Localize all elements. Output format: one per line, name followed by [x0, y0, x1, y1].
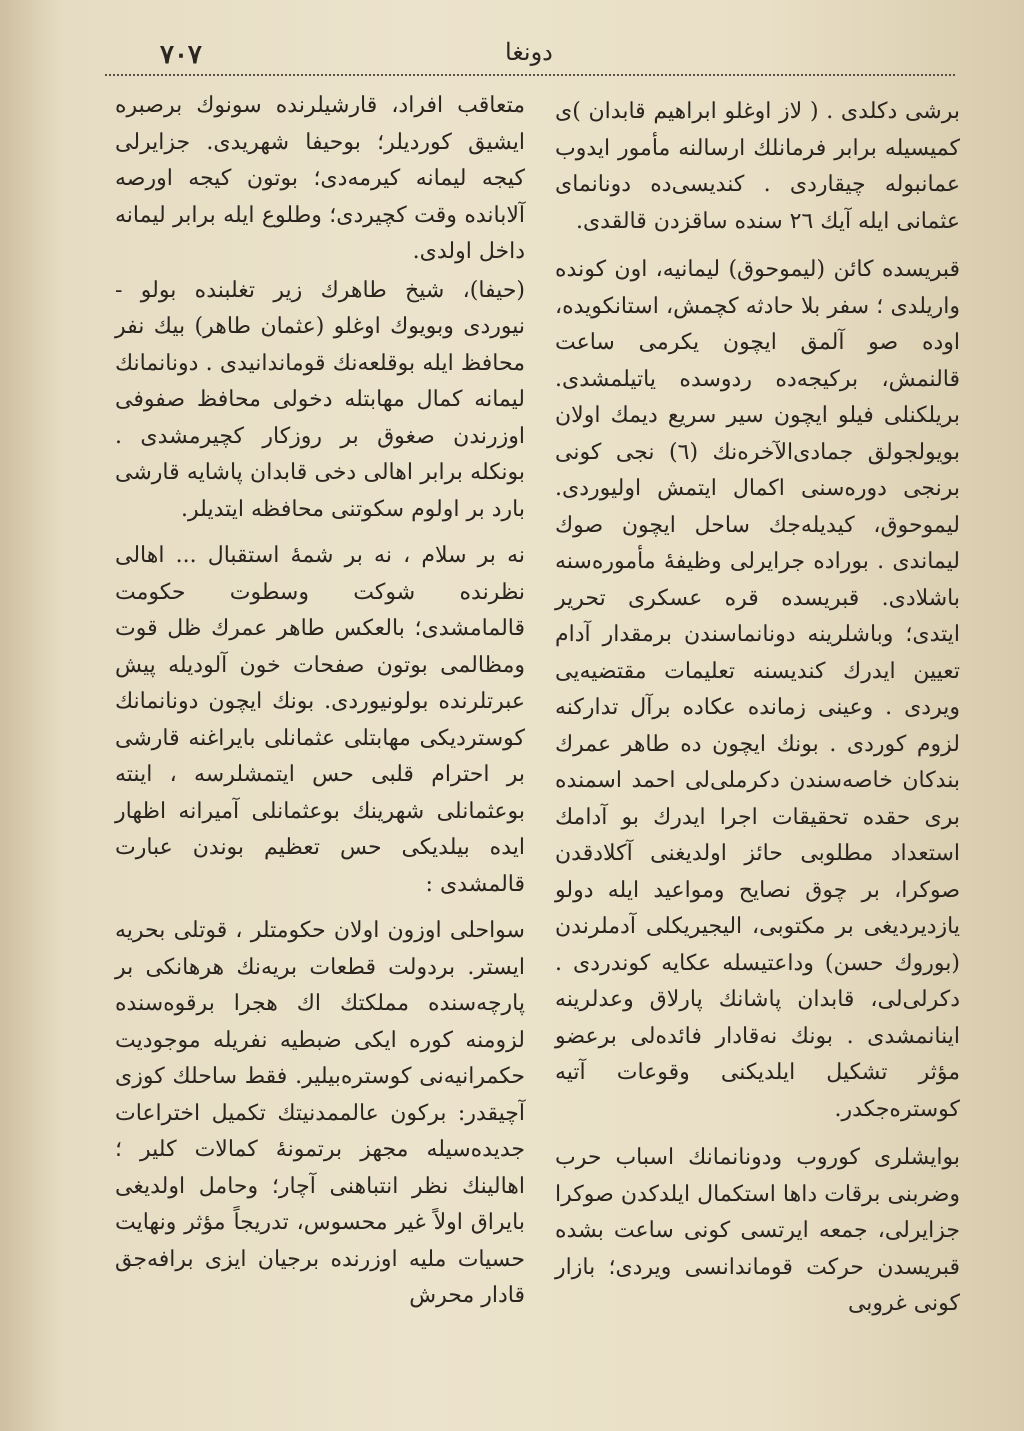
page-number: ٧٠٧	[160, 40, 202, 70]
right-text-column	[555, 88, 960, 1323]
running-title: دونغا	[505, 38, 553, 66]
page-header	[100, 38, 960, 74]
paragraph: سواحلی اوزون اولان حکومتلر ، قوتلی بحریه ایستر. بردولت قطعات بریه‌نك هرهانکی بر پارچه‌سنده مملکتك اك هجرا برقوه‌سنده لزومنه کوره ایکی ضبطیه نفریله موجودیت حکمرانیه‌نی کوستره‌بیلیر. فقط ساحلك کوزی آچیقدر: برکون عالممدنیتك تکمیل اختراعات جدیده‌سیله مجهز برتمونهٔ کمالات کلیر ؛ اهالینك نظر انتباهنی آچار؛ وحامل اولدیغی بایراق اولاً غیر محسوس، تدریجاً مؤثر ونهایت حسیات ملیه اوزرنده برجیان ایزی برافه‌جق قادار محرش	[115, 918, 525, 1308]
paragraph: بوایشلری کوروب ودونانمانك اسباب حرب وضربنی برقات داها استکمال ایلدکدن صوکرا جزایرلی، جمعه ایرتسی کونی ساعت بشده قبریسدن حرکت قوماندانسی ویردی؛ بازار کونی غروبی	[555, 1145, 960, 1316]
paragraph: قبریسده کائن (لیموحوق) لیمانیه، اون کونده واریلدی ؛ سفر بلا حادثه کچمش، استانکویده، اوده صو آلمق ایچون یکرمی ساعت قالنمش، برکیجه‌ده ردوسده یاتیلمشدی. بریلکنلی فیلو ایچون سیر سریع دیمك اولان بویولجولق جمادی‌الآخره‌نك (٦) نجی کونی برنجی دوره‌سنی اکمال ایتمش اولیوردی. لیموحوق، کیدیله‌جك ساحل ایچون صوك لیماندی . بوراده جرایرلی وظیفهٔ مأموره‌سنه باشلادی. قبریسده قره عسکری تحریر ایتدی؛ وباشلرینه دونانماسندن برمقدار آدام تعیین ایدرك کندیسنه تعلیمات مقتضیه‌یی ویردی . وعینی زمانده عکاده برآل تدارکنه لزوم کوردی . بونك ایچون ده طاهر عمرك بندکان خاصه‌سندن دکرملی‌لی احمد اسمنده بری حقده تحقیقات اجرا ایدرك بو آدامك استعداد مطلوبی حائز اولدیغنی آکلادقدن صوکرا، بر چوق نصایح ومواعید ایله دولو یازدیردیغی بر مکتوبی، الیجیریکلی آدملرندن (بوروك حسن) وداعتیسله عکایه کوندردی . دکرلی‌لی، قابدان پاشانك پارلاق وعدلرینه اینانمشدی . بونك نه‌قادار فائده‌لی برعضو مؤثر تشکیل ایلدیکنی وقوعات آتیه کوستره‌جکدر.	[555, 257, 960, 1122]
header-divider	[105, 74, 955, 79]
paragraph: (حیفا)، شیخ طاهرك زیر تغلبنده بولو - نیوردی وبویوك اوغلو (عثمان طاهر) بیك نفر محافظ ایله بوقلعه‌نك قوماندانیدی . دونانمانك لیمانه کمال مهابتله دخولی محافظ صفوفی اوزرندن صغوق بر روزکار کچیرمشدی . بونکله برابر اهالی دخی قابدان پاشایه قارشی بارد بر اولوم سکوتنی محافظه ایتدیلر.	[115, 277, 525, 522]
paragraph: متعاقب افراد، قارشیلرنده سونوك برصبره ایشیق کوردیلر؛ بوحیفا شهریدی. جزایرلی کیجه لیمانه کیرمه‌دی؛ بوتون کیجه اورصه آلابانده وقت کچیردی؛ وطلوع ایله برابر لیمانه داخل اولدی.	[115, 93, 525, 264]
paragraph: برشی دکلدی . ( لاز اوغلو ابراهیم قابدان )ی کمیسیله برابر فرمانلك ارسالنه مأمور ایدوب عمانبوله چیقاردی . کندیسی‌ده دونانمای عثمانی ایله آیك ٢٦ سنده ساقزدن قالقدی.	[555, 99, 960, 234]
left-text-column	[115, 88, 525, 1315]
paragraph: نه بر سلام ، نه بر شمهٔ استقبال ... اهالی نظرنده شوکت وسطوت حکومت قالمامشدی؛ بالعکس طاهر عمرك ظل قوت ومظالمی بوتون صفحات خون آلودیله پیش عبرتلرنده بولونیوردی. بونك ایچون دونانمانك کوستردیکی مهابتلی عثمانلی بایراغنه قارشی بر احترام قلبی حس ایتمشلرسه ، اینته بوعثمانلی شهرینك بوعثمانلی آمیرانه اظهار ایده بیلدیکی حس تعظیم بوندن عبارت قالمشدی :	[115, 543, 525, 897]
